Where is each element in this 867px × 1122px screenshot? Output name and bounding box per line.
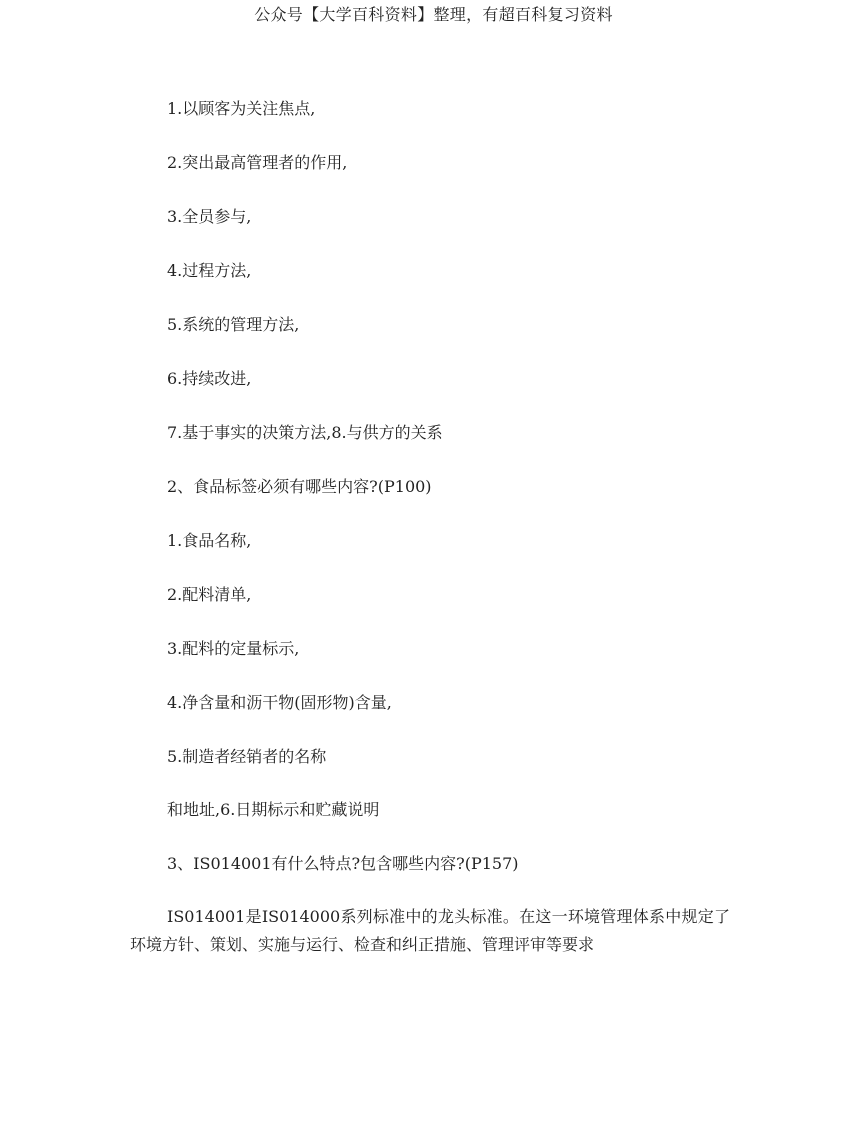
body-paragraph: IS014001是IS014000系列标准中的龙头标准。在这一环境管理体系中规定了环境方针、策划、实施与运行、检查和纠正措施、管理评审等要求: [130, 907, 730, 954]
list-item: 3.全员参与,: [167, 207, 252, 226]
list-item: 4.净含量和沥干物(固形物)含量,: [167, 693, 392, 712]
list-item: 7.基于事实的决策方法,8.与供方的关系: [167, 423, 443, 442]
list-item: 5.系统的管理方法,: [167, 315, 300, 334]
question-heading: 3、IS014001有什么特点?包含哪些内容?(P157): [167, 854, 519, 873]
list-item: 6.持续改进,: [167, 369, 252, 388]
list-item: 3.配料的定量标示,: [167, 639, 300, 658]
list-item: 和地址,6.日期标示和贮藏说明: [167, 800, 380, 819]
list-item: 4.过程方法,: [167, 261, 252, 280]
page-header: 公众号【大学百科资料】整理，有超百科复习资料: [254, 5, 613, 24]
question-heading: 2、食品标签必须有哪些内容?(P100): [167, 477, 432, 496]
list-item: 1.以顾客为关注焦点,: [167, 99, 316, 118]
list-item: 2.配料清单,: [167, 585, 252, 604]
list-item: 2.突出最高管理者的作用,: [167, 153, 348, 172]
list-item: 1.食品名称,: [167, 531, 252, 550]
list-item: 5.制造者经销者的名称: [167, 747, 327, 766]
